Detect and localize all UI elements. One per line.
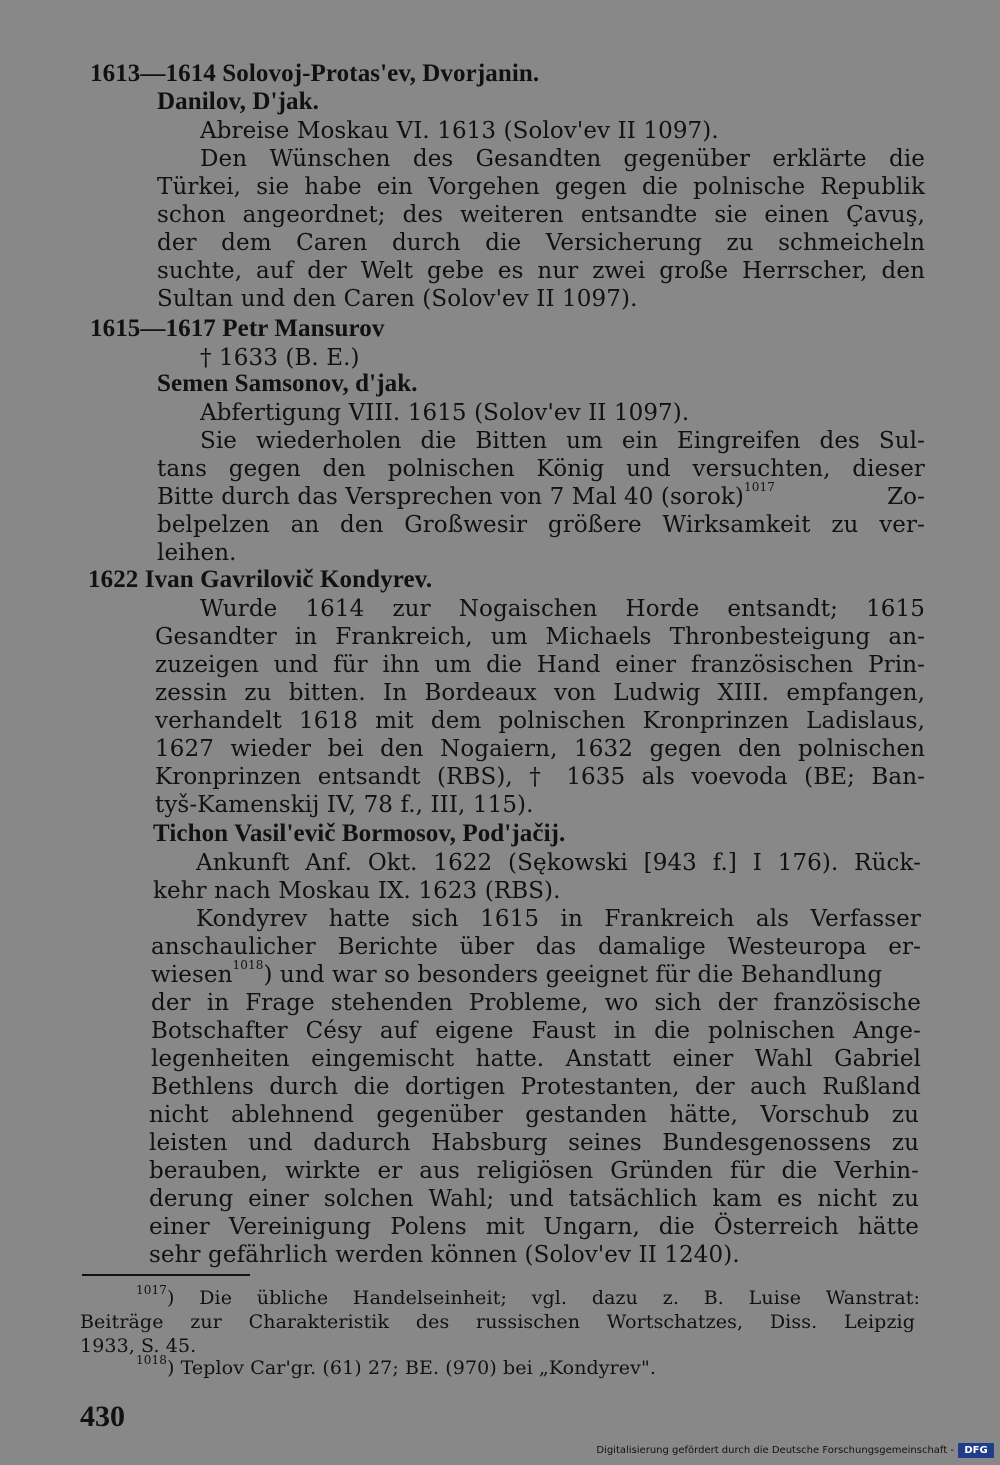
entry-heading-1613: 1613—1614 Solovoj-Protas'ev, Dvorjanin. <box>90 60 540 87</box>
digitization-credit: Digitalisierung gefördert durch die Deutsche Forschungsgemeinschaft - <box>596 1445 954 1456</box>
text-line: berauben, wirkte er aus religiösen Gründen für die Verhin- <box>149 1158 919 1184</box>
footnote-line: 1933, S. 45. <box>80 1335 197 1357</box>
text-line: tans gegen den polnischen König und versuchten, dieser <box>157 456 925 482</box>
text-line: Sultan und den Caren (Solov'ev II 1097). <box>157 286 638 312</box>
text-line: kehr nach Moskau IX. 1623 (RBS). <box>153 878 561 904</box>
footnote-number: 1018 <box>136 1353 167 1367</box>
text-line: Wurde 1614 zur Nogaischen Horde entsandt; 1615 <box>200 596 925 622</box>
text-line-with-footnote <box>151 958 883 989</box>
entry-heading-1615: 1615—1617 Petr Mansurov <box>90 315 385 342</box>
text-span: Zo- <box>887 484 925 510</box>
text-line: einer Vereinigung Polens mit Ungarn, die Österreich hätte <box>149 1214 919 1240</box>
footnote-ref-1017[interactable]: 1017 <box>744 480 775 494</box>
text-line: Kondyrev hatte sich 1615 in Frankreich als Verfasser <box>196 906 921 932</box>
footnote-divider <box>82 1274 250 1276</box>
text-line: zessin zu bitten. In Bordeaux von Ludwig XIII. empfangen, <box>155 680 925 706</box>
text-line: Ankunft Anf. Okt. 1622 (Sękowski [943 f.] I 176). Rück- <box>196 850 921 876</box>
page-number: 430 <box>80 1400 125 1433</box>
text-span: Bitte durch das Versprechen von 7 Mal 40 (sorok)$^{1017}$ <box>157 480 775 510</box>
text-line: Türkei, sie habe ein Vorgehen gegen die polnische Republik <box>157 174 925 200</box>
entry-subheading: Danilov, D'jak. <box>157 88 319 115</box>
entry-subheading: Tichon Vasil'evič Bormosov, Pod'jačij. <box>153 820 566 847</box>
footnote-text: ) Die übliche Handelseinheit; vgl. dazu z. B. Luise Wanstrat: <box>166 1287 920 1309</box>
footnote-1018 <box>136 1353 656 1380</box>
footnote-1017 <box>80 1283 920 1310</box>
footnote-number: 1017 <box>136 1283 167 1297</box>
text-line: leisten und dadurch Habsburg seines Bundesgenossens zu <box>149 1130 919 1156</box>
text-span: ) und war so besonders geeignet für die Behandlung <box>263 962 883 988</box>
text-line: 1627 wieder bei den Nogaiern, 1632 gegen den polnischen <box>155 736 925 762</box>
text-line: Bethlens durch die dortigen Protestanten, der auch Rußland <box>151 1074 921 1100</box>
text-line: Sie wiederholen die Bitten um ein Eingreifen des Sul- <box>200 428 925 454</box>
text-line: Botschafter Césy auf eigene Faust in die polnischen Ange- <box>151 1018 921 1044</box>
entry-heading-1622: 1622 Ivan Gavrilovič Kondyrev. <box>88 566 433 593</box>
text-line: der dem Caren durch die Versicherung zu schmeicheln <box>157 230 925 256</box>
text-line: zuzeigen und für ihn um die Hand einer französischen Prin- <box>155 652 925 678</box>
text-line: anschaulicher Berichte über das damalige Westeuropa er- <box>151 934 921 960</box>
text-line: legenheiten eingemischt hatte. Anstatt einer Wahl Gabriel <box>151 1046 921 1072</box>
text-line: sehr gefährlich werden können (Solov'ev II 1240). <box>149 1242 740 1268</box>
text-line: belpelzen an den Großwesir größere Wirksamkeit zu ver- <box>157 512 925 538</box>
text-line: † 1633 (B. E.) <box>200 345 360 371</box>
text-line: Abfertigung VIII. 1615 (Solov'ev II 1097). <box>200 400 690 426</box>
footnote-ref-1018[interactable]: 1018 <box>232 958 264 972</box>
text-line: Abreise Moskau VI. 1613 (Solov'ev II 1097). <box>200 118 719 144</box>
text-line: Kronprinzen entsandt (RBS), † 1635 als voevoda (BE; Ban- <box>155 764 925 790</box>
footnote-line: Beiträge zur Charakteristik des russischen Wortschatzes, Diss. Leipzig <box>80 1311 915 1333</box>
text-line: leihen. <box>157 540 237 566</box>
footnote-text: ) Teplov Car'gr. (61) 27; BE. (970) bei „Kondyrev". <box>166 1357 656 1379</box>
text-line: Gesandter in Frankreich, um Michaels Thronbesteigung an- <box>155 624 925 650</box>
text-line: derung einer solchen Wahl; und tatsächlich kam es nicht zu <box>149 1186 919 1212</box>
text-line: tyš-Kamenskij IV, 78 f., III, 115). <box>155 792 534 818</box>
text-line: Den Wünschen des Gesandten gegenüber erklärte die <box>200 146 925 172</box>
text-line: suchte, auf der Welt gebe es nur zwei große Herrscher, den <box>157 258 925 284</box>
text-line: verhandelt 1618 mit dem polnischen Kronprinzen Ladislaus, <box>155 708 925 734</box>
text-span: wiesen <box>151 962 233 988</box>
text-line: der in Frage stehenden Probleme, wo sich der französische <box>151 990 921 1016</box>
entry-subheading: Semen Samsonov, d'jak. <box>157 370 418 397</box>
text-line: schon angeordnet; des weiteren entsandte sie einen Çavuş, <box>157 202 925 228</box>
text-line-with-footnote <box>157 480 925 511</box>
dfg-logo: DFG <box>958 1443 994 1458</box>
text-line: nicht ablehnend gegenüber gestanden hätte, Vorschub zu <box>149 1102 919 1128</box>
